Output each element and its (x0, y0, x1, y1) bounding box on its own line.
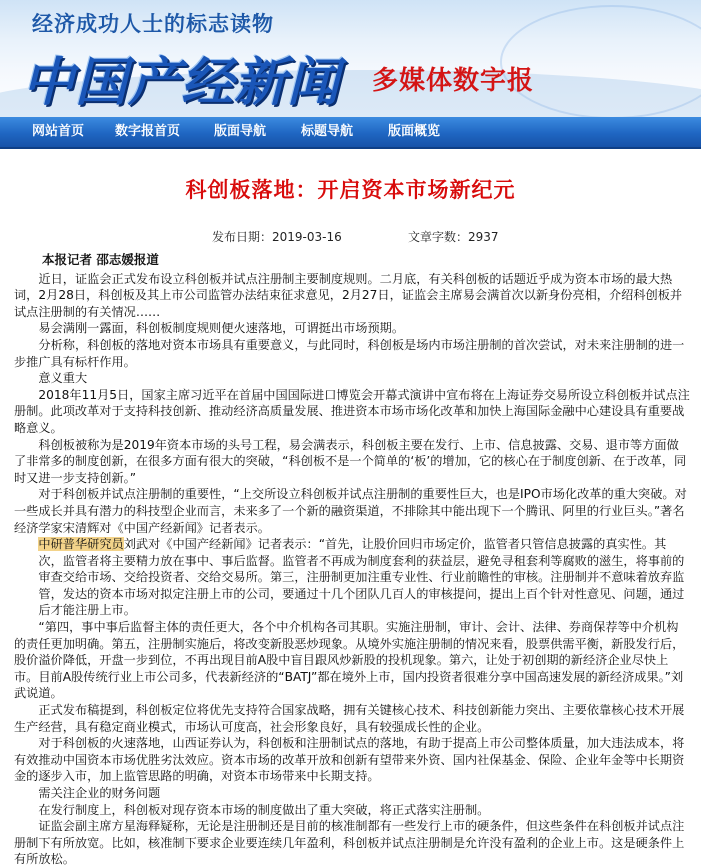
article-paragraph: 近日，证监会正式发布设立科创板并试点注册制主要制度规则。二月底，有关科创板的话题近乎成为资本市场的最大热词，2月28日，科创板及其上市公司监管办法结束征求意见，2月27日，证监会主席易会满首次以新身份亮相，介绍科创板并试点注册制的有关情况…… (14, 271, 683, 319)
section-heading: 意义重大 (38, 371, 88, 386)
nav-site-home[interactable]: 网站首页 (32, 124, 85, 139)
article-paragraph: 正式发布稿提到，科创板定位将优先支持符合国家战略，拥有关键核心技术、科技创新能力突出、主要依靠核心技术开展生产经营，具有稳定商业模式，市场认可度高，社会形象良好，具有较强成长性的企业。 (14, 703, 685, 734)
article-paragraph: 对于科创板并试点注册制的重要性，“上交所设立科创板并试点注册制的重要性巨大，也是IPO市场化改革的重大突破。对一些成长并具有潜力的科技型企业而言，未来多了一个新的融资渠道，不排除其中能出现下一个腾讯、阿里的行业巨头。”著名经济学家宋清辉对《中国产经新闻》记者表示。 (14, 487, 687, 535)
article-paragraph: 2018年11月5日，国家主席习近平在首届中国国际进口博览会开幕式演讲中宣布将在上海证券交易所设立科创板并试点注册制。此项改革对于支持科技创新、推动经济高质量发展、推进资本市场市场化改革和加快上海国际金融中心建设具有重要战略意义。 (14, 387, 690, 435)
article-paragraph: 对于科创板的火速落地，山西证券认为，科创板和注册制试点的落地，有助于提高上市公司整体质量，加大违法成本，将有效推动中国资本市场优胜劣汰效应。资本市场的改革开放和创新有望带来外资、国内社保基金、保险、企业年金等中长期资金的逐步入市，加上监管思路的明确，对资本市场带来中长期支持。 (14, 736, 685, 784)
article-paragraph: 易会满刚一露面，科创板制度规则便火速落地，可谓挺出市场预期。 (38, 321, 405, 336)
masthead-banner (0, 0, 701, 117)
nav-page-overview[interactable]: 版面概览 (388, 124, 441, 139)
article-paragraph: 科创板被称为是2019年资本市场的头号工程，易会满表示，科创板主要在发行、上市、信息披露、交易、退市等方面做了非常多的制度创新，在很多方面有很大的突破，“科创板不是一个简单的‘板’的增加，它的核心在于制度创新、在于改革，同时又进一步支持创新。” (14, 437, 687, 485)
nav-headline-navigation[interactable]: 标题导航 (301, 124, 354, 139)
article-paragraph (14, 536, 690, 619)
masthead-logo: 中国产经新闻 (22, 53, 341, 113)
article-paragraph: 分析称，科创板的落地对资本市场具有重要意义，与此同时，科创板是场内市场注册制的首次尝试，对未来注册制的进一步推广具有标杆作用。 (14, 337, 685, 369)
article-paragraph: 证监会副主席方星海释疑称，无论是注册制还是目前的核准制都有一些发行上市的硬条件，但这些条件在科创板并试点注册制下有所放宽。比如，核准制下要求企业要连续几年盈利，科创板并试点注册制是允许没有盈利的企业上市。这是硬条件上有所放松。 (14, 819, 685, 867)
section-heading: 需关注企业的财务问题 (38, 786, 161, 800)
paragraph-text: 刘武对《中国产经新闻》记者表示：“首先，让股价回归市场定价，监管者只管信息披露的真实性。其次，监管者将主要精力放在事中、事后监督。监管者不再成为制度套利的获益层，避免寻租套利等腐败的滋生，将事前的审查交给市场、交给投资者、交给交易所。第三，注册制更加注重专业性、行业前瞻性的审核。注册制并不意味着放弃监管，发达的资本市场对拟定注册上市的公司，要通过十几个团队几百人的审核提问，提出上百个针对性意见、问题，通过后才能注册上市。 (38, 537, 685, 618)
main-navigation (0, 117, 701, 149)
publish-date: 发布日期：2019-03-16 (212, 230, 342, 244)
article-byline: 本报记者 邵志媛报道 (42, 252, 159, 267)
article-body (14, 252, 690, 868)
article-paragraph: 在发行制度上，科创板对现存资本市场的制度做出了重大突破，将正式落实注册制。 (38, 802, 490, 817)
article-paragraph: “第四，事中事后监督主体的责任更大，各个中介机构各司其职。实施注册制，审计、会计、法律、券商保荐等中介机构的责任更加明确。第五，注册制实施后，将改变新股恶炒现象。从境外实施注册制的情况来看，股票供需平衡，新股发行后，股价溢价降低，开盘一步到位，不再出现目前A股中盲目跟风炒新股的投机现象。第六，让处于初创期的新经济企业尽快上市。目前A股传统行业上市公司多，代表新经济的“BATJ”都在境外上市，国内投资者很难分享中国高速发展的新经济成果。”刘武说道。 (14, 620, 685, 701)
word-count: 文章字数：2937 (408, 230, 499, 244)
article-title: 科创板落地：开启资本市场新纪元 (185, 178, 516, 202)
nav-page-navigation[interactable]: 版面导航 (214, 124, 267, 139)
masthead-subtitle: 多媒体数字报 (372, 66, 535, 96)
masthead-slogan: 经济成功人士的标志读物 (32, 12, 274, 36)
highlighted-phrase: 中研普华研究员 (38, 537, 124, 552)
nav-digital-paper-home[interactable]: 数字报首页 (115, 124, 181, 139)
